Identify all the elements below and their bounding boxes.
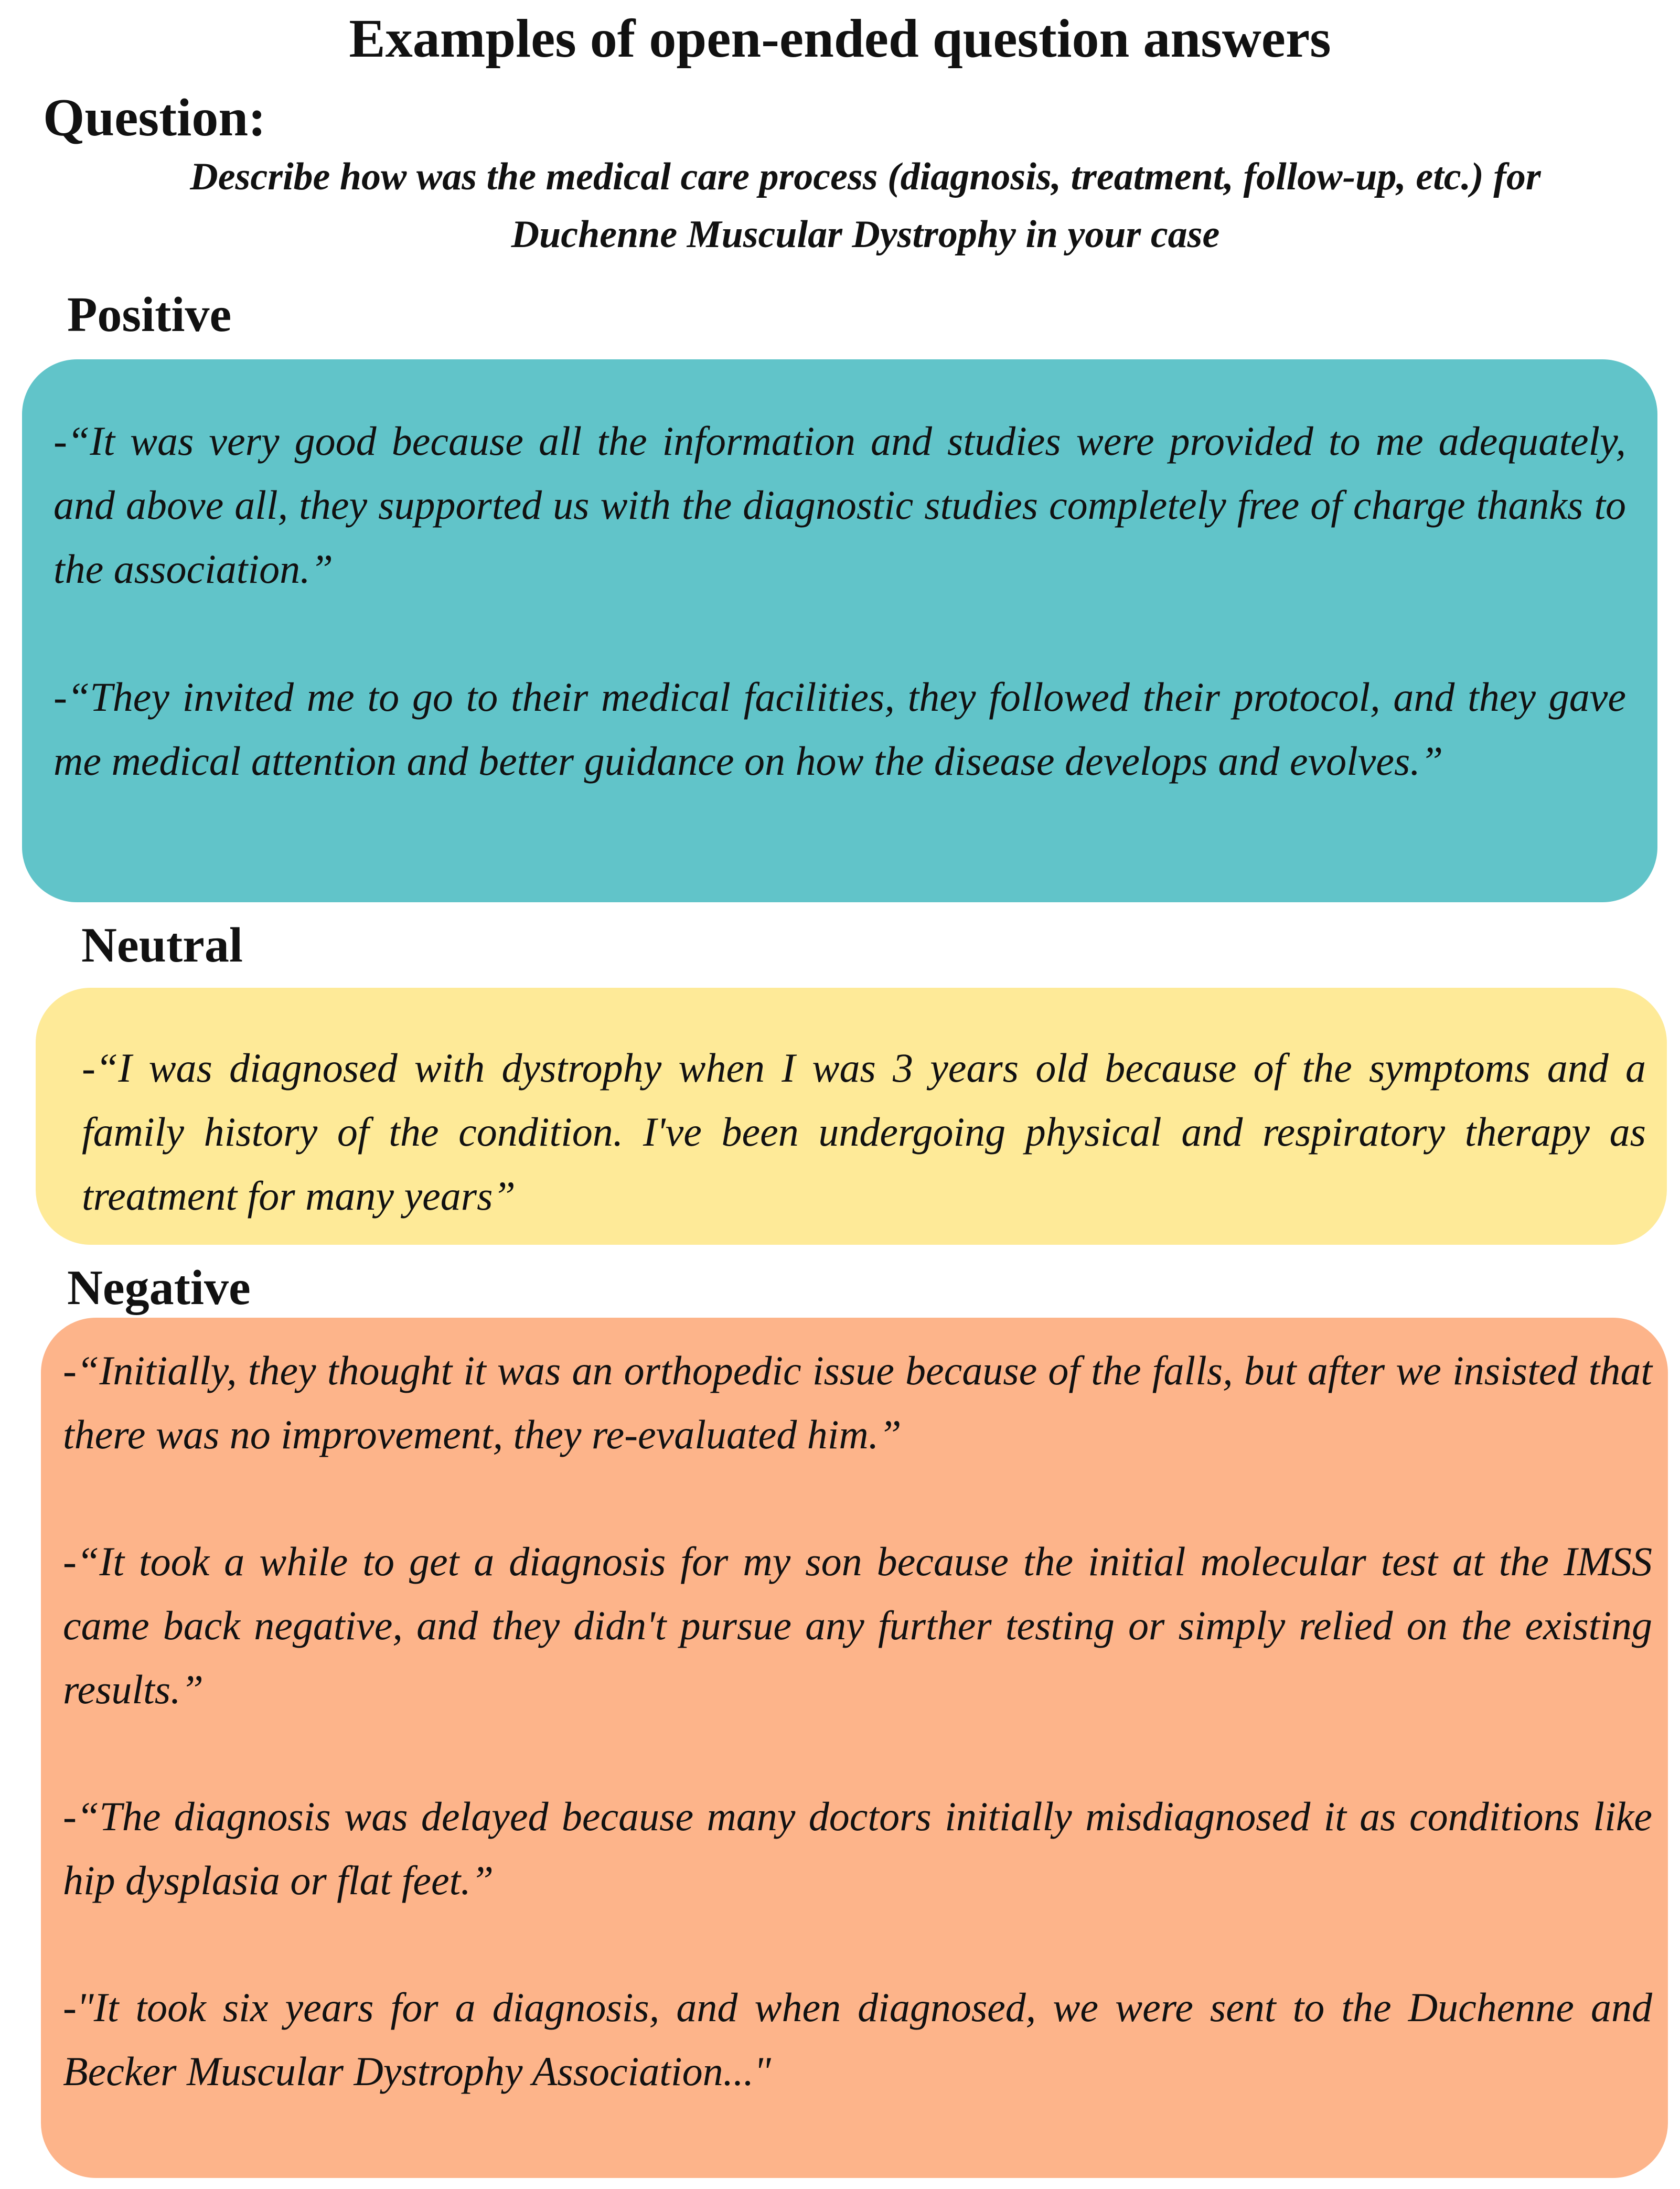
neutral-heading: Neutral: [81, 918, 243, 973]
negative-heading: Negative: [67, 1261, 251, 1315]
negative-quote-4: -"It took six years for a diagnosis, and when diagnosed, we were sent to the Duchenne and Becker Muscular Dystrophy Association...": [63, 1984, 1652, 2094]
positive-quote-1: -“It was very good because all the information and studies were provided to me adequately, and above all, they supported us with the diagnostic studies completely free of charge thanks to the association.”: [53, 418, 1626, 592]
negative-answers-box: [41, 1318, 1668, 2178]
negative-quote-1: -“Initially, they thought it was an orthopedic issue because of the falls, but after we insisted that there was no improvement, they re-evaluated him.”: [63, 1348, 1652, 1457]
neutral-answers-box: [36, 988, 1667, 1245]
neutral-quote-1: -“I was diagnosed with dystrophy when I was 3 years old because of the symptoms and a family history of the condition. I've been undergoing physical and respiratory therapy as treatment for many years”: [82, 1045, 1646, 1219]
question-heading: Question:: [43, 88, 266, 147]
question-text: Describe how was the medical care process (diagnosis, treatment, follow-up, etc.) for Duchenne Muscular Dystrophy in your case: [190, 155, 1541, 256]
positive-quote-2: -“They invited me to go to their medical facilities, they followed their protocol, and they gave me medical attention and better guidance on how the disease develops and evolves.”: [53, 674, 1626, 784]
positive-heading: Positive: [67, 287, 232, 342]
positive-answers-box: [22, 359, 1657, 902]
negative-quote-3: -“The diagnosis was delayed because many doctors initially misdiagnosed it as conditions like hip dysplasia or flat feet.”: [63, 1793, 1652, 1903]
page-title: Examples of open-ended question answers: [349, 8, 1331, 69]
negative-quote-2: -“It took a while to get a diagnosis for my son because the initial molecular test at the IMSS came back negative, and they didn't pursue any further testing or simply relied on the existing results.”: [63, 1539, 1652, 1712]
